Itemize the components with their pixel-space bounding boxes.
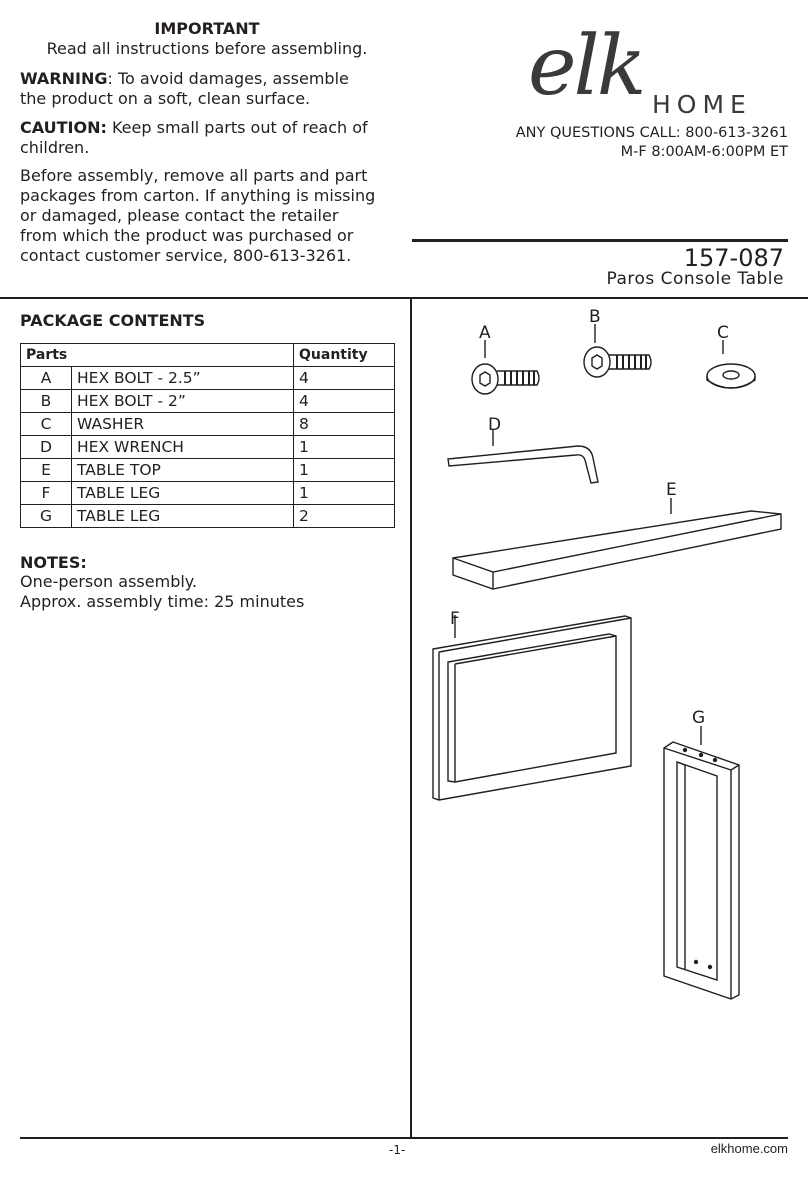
page-number: -1- <box>389 1143 406 1157</box>
important-title: IMPORTANT <box>154 19 260 38</box>
hex-bolt-long-illustration <box>472 340 539 394</box>
part-qty: 1 <box>294 482 395 505</box>
part-code: B <box>21 390 72 413</box>
logo-home: HOME <box>652 90 752 119</box>
product-name: Paros Console Table <box>606 269 784 289</box>
before-assembly-text: Before assembly, remove all parts and part packages from carton. If anything is missing or damaged, please contact the retailer from which the product was purchased or contact customer service, 800-613-3261. <box>20 166 376 265</box>
parts-diagram <box>413 300 803 1130</box>
part-name: HEX BOLT - 2” <box>72 390 294 413</box>
label-c: C <box>717 323 729 343</box>
table-row <box>21 459 395 482</box>
model-number: 157-087 <box>683 244 784 272</box>
notes-title: NOTES: <box>20 553 87 572</box>
table-row <box>21 482 395 505</box>
parts-header: Parts <box>21 344 294 367</box>
title-rule <box>412 239 788 242</box>
questions-line: ANY QUESTIONS CALL: 800-613-3261 <box>515 125 788 141</box>
part-name: TABLE LEG <box>72 505 294 528</box>
parts-table <box>20 343 395 528</box>
table-row <box>21 413 395 436</box>
table-header-row <box>21 344 395 367</box>
part-code: E <box>21 459 72 482</box>
part-name: TABLE LEG <box>72 482 294 505</box>
warning-notice <box>20 69 380 109</box>
footer-divider <box>20 1137 788 1139</box>
washer-illustration <box>707 340 755 388</box>
part-qty: 1 <box>294 436 395 459</box>
part-qty: 4 <box>294 367 395 390</box>
table-leg-post-illustration <box>664 726 739 999</box>
hex-wrench-illustration <box>448 430 598 483</box>
caution-text: Keep small parts out of reach of children. <box>20 118 368 157</box>
part-code: A <box>21 367 72 390</box>
table-leg-frame-illustration <box>433 615 631 800</box>
part-qty: 1 <box>294 459 395 482</box>
logo-elk: elk <box>528 19 644 114</box>
package-contents-title: PACKAGE CONTENTS <box>20 311 206 330</box>
label-b: B <box>589 307 601 327</box>
caution-label: CAUTION: <box>20 118 107 137</box>
hex-bolt-short-illustration <box>584 324 651 377</box>
quantity-header: Quantity <box>294 344 395 367</box>
website-url: elkhome.com <box>710 1141 788 1156</box>
table-row <box>21 505 395 528</box>
warning-label: WARNING <box>20 69 108 88</box>
column-divider <box>410 298 412 1139</box>
label-a: A <box>479 323 491 343</box>
label-g: G <box>692 708 706 728</box>
note-line: One-person assembly. <box>20 572 198 591</box>
part-name: WASHER <box>72 413 294 436</box>
warning-text: : To avoid damages, assemble the product on a soft, clean surface. <box>20 69 349 108</box>
part-name: HEX WRENCH <box>72 436 294 459</box>
part-code: D <box>21 436 72 459</box>
label-d: D <box>488 415 502 435</box>
hours-line: M-F 8:00AM-6:00PM ET <box>620 144 788 160</box>
part-code: G <box>21 505 72 528</box>
label-e: E <box>666 480 677 500</box>
table-row <box>21 367 395 390</box>
part-name: TABLE TOP <box>72 459 294 482</box>
label-f: F <box>450 609 460 629</box>
contact-info <box>516 124 788 162</box>
caution-notice <box>20 118 380 158</box>
part-qty: 2 <box>294 505 395 528</box>
part-code: C <box>21 413 72 436</box>
part-qty: 4 <box>294 390 395 413</box>
table-row <box>21 390 395 413</box>
table-row <box>21 436 395 459</box>
note-line: Approx. assembly time: 25 minutes <box>20 592 305 611</box>
part-name: HEX BOLT - 2.5” <box>72 367 294 390</box>
part-qty: 8 <box>294 413 395 436</box>
part-code: F <box>21 482 72 505</box>
table-top-illustration <box>453 498 781 589</box>
section-divider <box>0 297 808 299</box>
important-text: Read all instructions before assembling. <box>46 39 368 58</box>
